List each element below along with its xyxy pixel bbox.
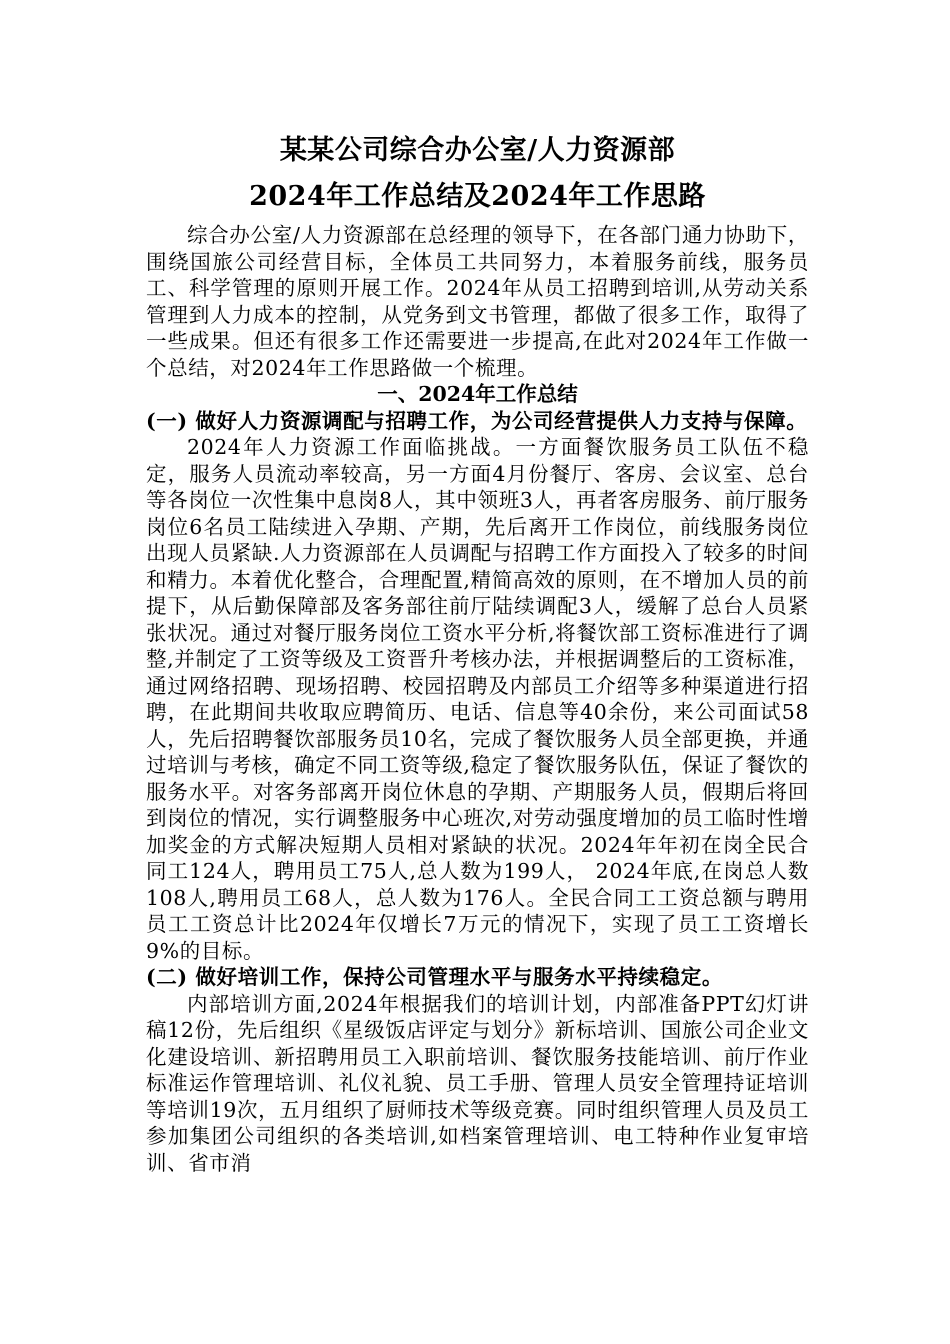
document-page bbox=[146, 128, 809, 1176]
document-title-line2: 2024年工作总结及2024年工作思路 bbox=[249, 181, 706, 212]
document-title-line1: 某某公司综合办公室/人力资源部 bbox=[279, 135, 676, 166]
section-heading-work-summary: 一、2024年工作总结 bbox=[377, 382, 578, 406]
subsection-heading-training: (二) 做好培训工作，保持公司管理水平与服务水平持续稳定。 bbox=[146, 965, 723, 989]
subsection-heading-recruitment: (一) 做好人力资源调配与招聘工作，为公司经营提供人力支持与保障。 bbox=[146, 408, 808, 433]
training-paragraph: 内部培训方面,2024年根据我们的培训计划，内部准备PPT幻灯讲稿12份，先后组织《星级饭店评定与划分》新标培训、国旅公司企业文化建设培训、新招聘用员工入职前培训、餐饮服务技能培训、前厅作业标准运作管理培训、礼仪礼貌、员工手册、管理人员安全管理持证培训等培训19次，五月组织了厨师技术等级竞赛。同时组织管理人员及员工参加集团公司组织的各类培训,如档案管理培训、电工特种作业复审培训、省市消 bbox=[146, 991, 809, 1175]
recruitment-paragraph: 2024年人力资源工作面临挑战。一方面餐饮服务员工队伍不稳定，服务人员流动率较高，另一方面4月份餐厅、客房、会议室、总台等各岗位一次性集中息岗8人，其中领班3人，再者客房服务、前厅服务岗位6名员工陆续进入孕期、产期，先后离开工作岗位，前线服务岗位出现人员紧缺.人力资源部在人员调配与招聘工作方面投入了较多的时间和精力。本着优化整合，合理配置,精简高效的原则，在不增加人员的前提下，从后勤保障部及客务部往前厅陆续调配3人，缓解了总台人员紧张状况。通过对餐厅服务岗位工资水平分析,将餐饮部工资标准进行了调整,并制定了工资等级及工资晋升考核办法，并根据调整后的工资标准，通过网络招聘、现场招聘、校园招聘及内部员工介绍等多种渠道进行招聘，在此期间共收取应聘简历、电话、信息等40余份，来公司面试58人，先后招聘餐饮部服务员10名，完成了餐饮服务人员全部更换，并通过培训与考核，确定不同工资等级,稳定了餐饮服务队伍，保证了餐饮的服务水平。对客务部离开岗位休息的孕期、产期服务人员，假期后将回到岗位的情况，实行调整服务中心班次,对劳动强度增加的员工临时性增加奖金的方式解决短期人员相对紧缺的状况。2024年年初在岗全民合同工124人，聘用员工75人,总人数为199人， 2024年底,在岗总人数108人,聘用员工68人，总人数为176人。全民合同工工资总额与聘用员工工资总计比2024年仅增长7万元的情况下，实现了员工工资增长9%的目标。 bbox=[146, 435, 809, 963]
intro-paragraph: 综合办公室/人力资源部在总经理的领导下，在各部门通力协助下，围绕国旅公司经营目标，全体员工共同努力，本着服务前线，服务员工、科学管理的原则开展工作。2024年从员工招聘到培训,从劳动关系管理到人力成本的控制，从党务到文书管理，都做了很多工作，取得了一些成果。但还有很多工作还需要进一步提高,在此对2024年工作做一个总结，对2024年工作思路做一个梳理。 bbox=[146, 223, 809, 380]
